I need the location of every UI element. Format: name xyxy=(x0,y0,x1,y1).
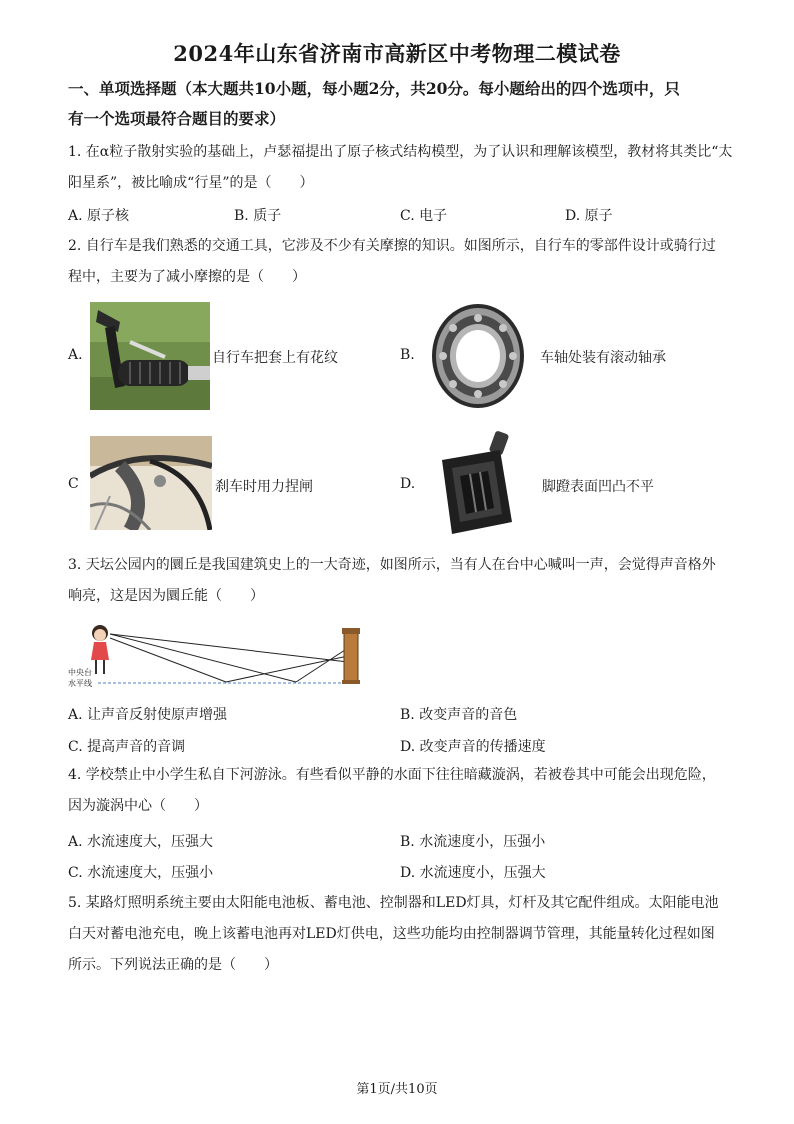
question-2-option-d-text[interactable]: 脚蹬表面凹凸不平 xyxy=(542,479,654,495)
figure-label-center: 中央台 xyxy=(68,668,92,677)
page-number: 第1页/共10页 xyxy=(356,1082,438,1097)
question-1-option-c[interactable]: C. 电子 xyxy=(400,208,448,224)
question-1-option-a[interactable]: A. 原子核 xyxy=(68,208,130,224)
question-3-stem xyxy=(68,550,738,612)
question-1-option-d[interactable]: D. 原子 xyxy=(565,208,613,224)
echo-diagram xyxy=(66,616,366,692)
question-2-stem xyxy=(68,231,738,293)
page-title: 2024年山东省济南市高新区中考物理二模试卷 xyxy=(173,41,621,66)
section-heading xyxy=(68,74,738,134)
question-3-option-c[interactable]: C. 提高声音的音调 xyxy=(68,739,186,755)
question-3-option-a[interactable]: A. 让声音反射使原声增强 xyxy=(68,707,228,723)
question-1-stem xyxy=(68,137,738,199)
question-2-option-b-text[interactable]: 车轴处装有滚动轴承 xyxy=(540,350,666,366)
question-1-line-2: 阳星系”，被比喻成“行星”的是（ ） xyxy=(68,175,314,191)
question-3-line-2: 响亮，这是因为圜丘能（ ） xyxy=(68,588,264,604)
question-1-option-b[interactable]: B. 质子 xyxy=(234,208,282,224)
question-4-option-b[interactable]: B. 水流速度小，压强小 xyxy=(400,834,546,850)
pedal-photo xyxy=(430,430,520,540)
question-4-option-a[interactable]: A. 水流速度大，压强大 xyxy=(68,834,214,850)
section-heading-line-2: 有一个选项最符合题目的要求） xyxy=(68,109,286,128)
question-5-line-1: 5. 某路灯照明系统主要由太阳能电池板、蓄电池、控制器和LED灯具，灯杆及其它配件组成。太阳能电池 xyxy=(68,895,719,911)
question-4-option-c[interactable]: C. 水流速度大，压强小 xyxy=(68,865,214,881)
section-heading-line-1: 一、单项选择题（本大题共10小题，每小题2分，共20分。每小题给出的四个选项中，只 xyxy=(68,79,680,98)
question-4-option-d[interactable]: D. 水流速度小，压强大 xyxy=(400,865,546,881)
question-4-stem xyxy=(68,760,738,822)
question-2-option-a-text[interactable]: 自行车把套上有花纹 xyxy=(212,350,338,366)
question-4-line-2: 因为漩涡中心（ ） xyxy=(68,798,208,814)
brake-lever-photo xyxy=(90,436,212,530)
figure-label-horizontal: 水平线 xyxy=(68,679,92,688)
question-2-line-2: 程中，主要为了减小摩擦的是（ ） xyxy=(68,269,306,285)
question-5-stem xyxy=(68,888,738,981)
question-2-option-a-letter[interactable]: A. xyxy=(68,347,83,363)
question-3-option-d[interactable]: D. 改变声音的传播速度 xyxy=(400,739,546,755)
question-2-option-b-letter[interactable]: B. xyxy=(400,347,415,363)
ball-bearing-photo xyxy=(428,300,528,412)
handlebar-grip-photo xyxy=(90,302,210,410)
question-4-line-1: 4. 学校禁止中小学生私自下河游泳。有些看似平静的水面下往往暗藏漩涡，若被卷其中可能会出现危险， xyxy=(68,767,716,783)
question-2-option-c-letter[interactable]: C xyxy=(68,476,79,492)
question-3-option-b[interactable]: B. 改变声音的音色 xyxy=(400,707,518,723)
question-1-line-1: 1. 在α粒子散射实验的基础上，卢瑟福提出了原子核式结构模型，为了认识和理解该模型，教材将其类比“太 xyxy=(68,144,733,160)
question-2-option-d-letter[interactable]: D. xyxy=(400,476,416,492)
question-2-line-1: 2. 自行车是我们熟悉的交通工具，它涉及不少有关摩擦的知识。如图所示，自行车的零部件设计或骑行过 xyxy=(68,238,716,254)
question-2-option-c-text[interactable]: 刹车时用力捏闸 xyxy=(215,479,313,495)
question-3-line-1: 3. 天坛公园内的圜丘是我国建筑史上的一大奇迹，如图所示，当有人在台中心喊叫一声，会觉得声音格外 xyxy=(68,557,716,573)
question-5-line-3: 所示。下列说法正确的是（ ） xyxy=(68,957,278,973)
question-5-line-2: 白天对蓄电池充电，晚上该蓄电池再对LED灯供电，这些功能均由控制器调节管理，其能量转化过程如图 xyxy=(68,926,715,942)
